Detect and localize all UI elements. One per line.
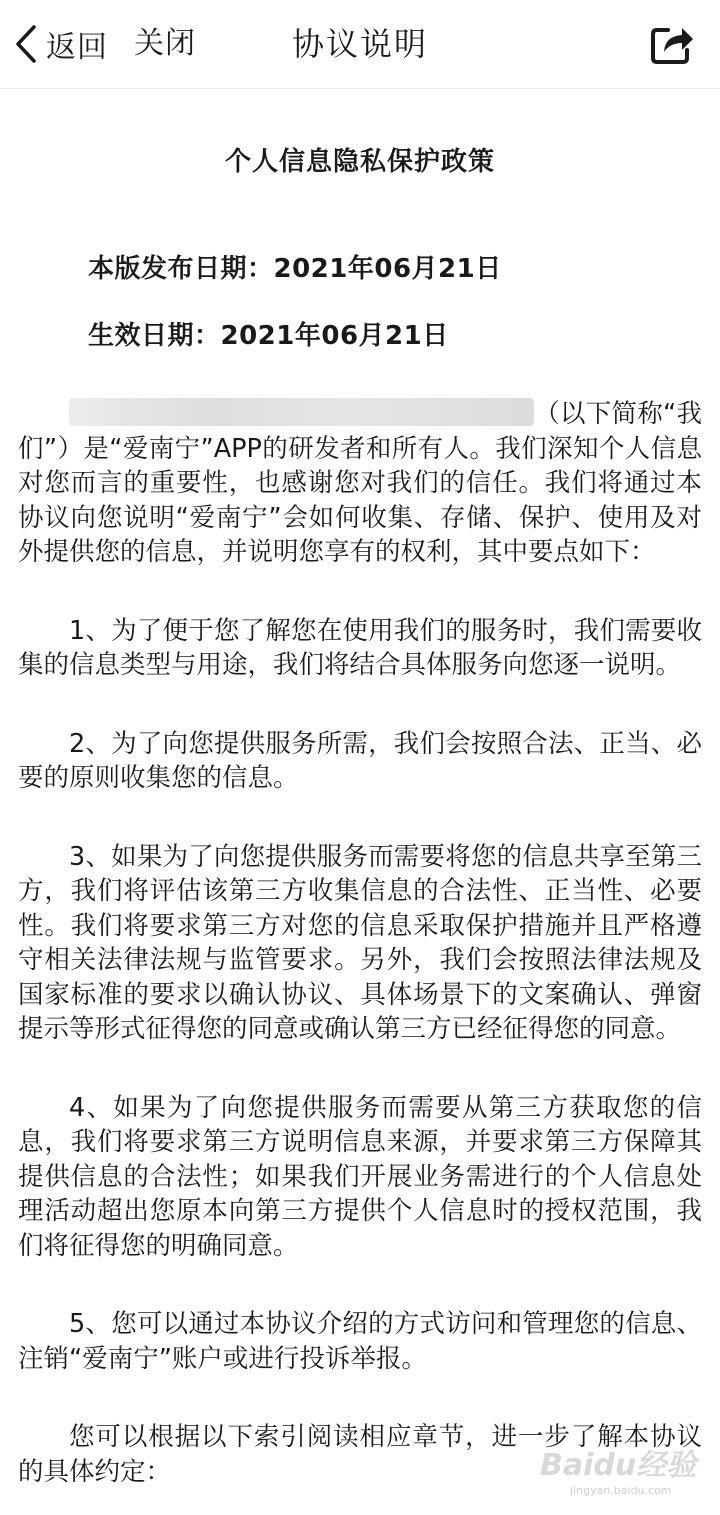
- release-date: 本版发布日期：2021年06月21日: [88, 254, 502, 284]
- share-icon: [648, 51, 696, 70]
- top-nav-bar: [0, 0, 720, 89]
- page-title: 协议说明: [291, 25, 428, 63]
- baidu-watermark: [540, 1440, 715, 1510]
- close-button[interactable]: 关闭: [134, 26, 196, 61]
- intro-text: （以下简称“我们”）是“爱南宁”APP的研发者和所有人。我们深知个人信息对您而言的重要性，也感谢您对我们的信任。我们将通过本协议向您说明“爱南宁”会如何收集、存储、保护、使用及对外提供您的信息，并说明您享有的权利，其中要点如下：: [18, 399, 702, 567]
- document-title: 个人信息隐私保护政策: [224, 147, 495, 177]
- watermark-sub: jingyan.baidu.com: [570, 1484, 672, 1497]
- redacted-company-name: [69, 398, 534, 426]
- outro-paragraph: 您可以根据以下索引阅读相应章节，进一步了解本协议的具体约定：: [18, 1422, 702, 1487]
- point-paragraph: 2、为了向您提供服务所需，我们会按照合法、正当、必要的原则收集您的信息。: [18, 728, 702, 793]
- share-button[interactable]: [648, 20, 696, 66]
- intro-paragraph: [18, 397, 702, 570]
- point-paragraph: 4、如果为了向您提供服务而需要从第三方获取您的信息，我们将要求第三方说明信息来源，并要求第三方保障其提供信息的合法性；如果我们开展业务需进行的个人信息处理活动超出您原本向第三方提供个人信息时的授权范围，我们将征得您的明确同意。: [18, 1092, 702, 1261]
- point-paragraph: 5、您可以通过本协议介绍的方式访问和管理您的信息、注销“爱南宁”账户或进行投诉举报。: [18, 1309, 702, 1374]
- back-label: 返回: [46, 30, 108, 65]
- point-paragraph: 3、如果为了向您提供服务而需要将您的信息共享至第三方，我们将评估该第三方收集信息的合法性、正当性、必要性。我们将要求第三方对您的信息采取保护措施并且严格遵守相关法律法规与监管要求。另外，我们会按照法律法规及国家标准的要求以确认协议、具体场景下的文案确认、弹窗提示等形式征得您的同意或确认第三方已经征得您的同意。: [18, 841, 702, 1044]
- watermark-main: Baidu经验: [540, 1448, 697, 1483]
- document-content: [0, 141, 720, 1489]
- point-paragraph: 1、为了便于您了解您在使用我们的服务时，我们需要收集的信息类型与用途，我们将结合具体服务向您逐一说明。: [18, 615, 702, 680]
- effective-date: 生效日期：2021年06月21日: [88, 321, 449, 351]
